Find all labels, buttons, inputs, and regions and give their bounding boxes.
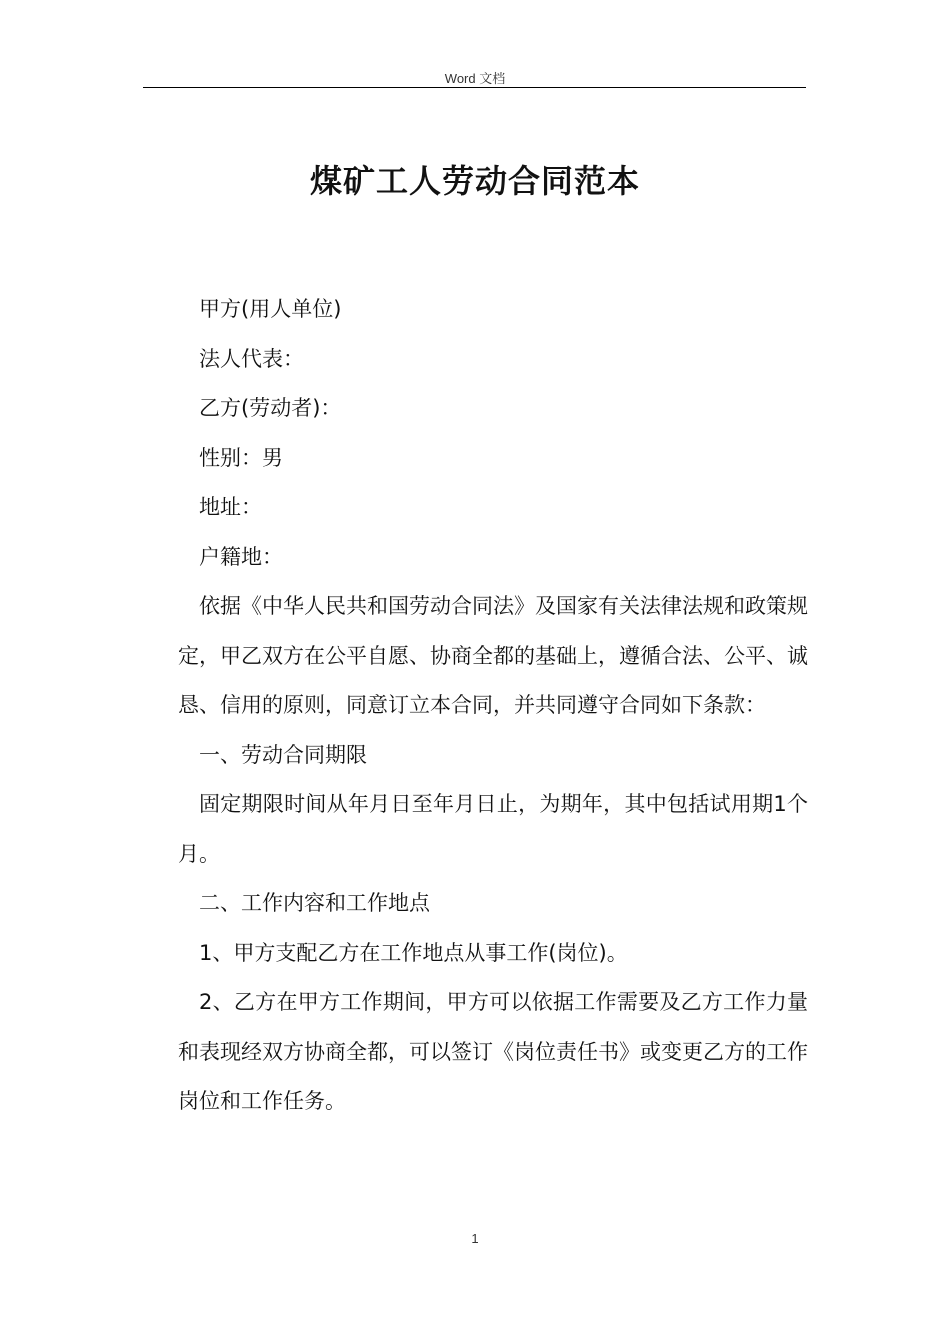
document-body [178,285,808,1127]
work-clause-2: 2、乙方在甲方工作期间，甲方可以依据工作需要及乙方工作力量和表现经双方协商全都，可以签订《岗位责任书》或变更乙方的工作岗位和工作任务。 [178,990,808,1113]
address-line: 地址： [199,495,262,519]
page-number: 1 [471,1231,479,1246]
document-title: 煤矿工人劳动合同范本 [309,162,640,200]
party-a-line: 甲方(用人单位) [199,297,342,321]
header-divider [143,87,806,88]
section-heading-work: 二、工作内容和工作地点 [199,891,430,915]
section-heading-term: 一、劳动合同期限 [199,742,367,767]
page-header-label: Word 文档 [444,71,506,86]
legal-representative-line: 法人代表： [199,346,304,371]
preamble-paragraph: 依据《中华人民共和国劳动合同法》及国家有关法律法规和政策规定，甲乙双方在公平自愿、协商全都的基础上，遵循合法、公平、诚恳、信用的原则，同意订立本合同，并共同遵守合同如下条款： [178,594,808,717]
household-registration-line: 户籍地： [199,544,283,569]
party-b-line: 乙方(劳动者)： [199,396,342,420]
term-paragraph: 固定期限时间从年月日至年月日止，为期年，其中包括试用期1个月。 [178,792,808,866]
gender-line: 性别：男 [199,445,283,470]
work-clause-1: 1、甲方支配乙方在工作地点从事工作(岗位)。 [199,940,628,965]
